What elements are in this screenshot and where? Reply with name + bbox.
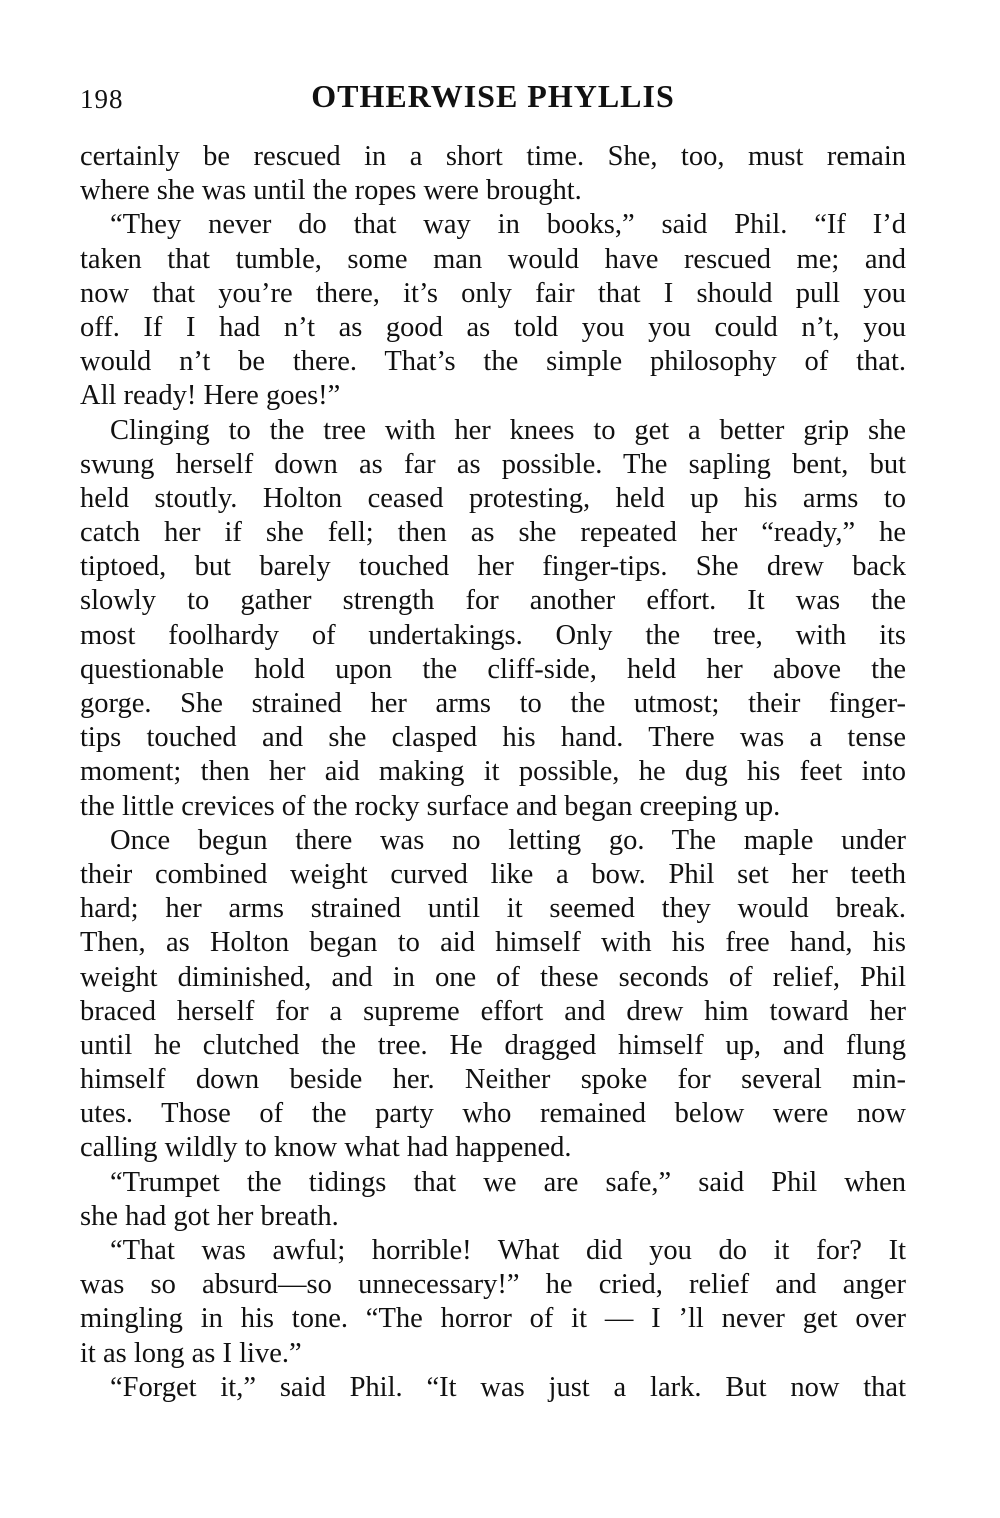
text-line: weight diminished, and in one of these seconds of relief, Phil	[80, 961, 906, 993]
text-line: calling wildly to know what had happened.	[80, 1132, 572, 1164]
text-line: All ready! Here goes!”	[80, 380, 341, 412]
text-line: Clinging to the tree with her knees to get a better grip she	[110, 414, 906, 446]
text-line: swung herself down as far as possible. The sapling bent, but	[80, 448, 906, 480]
text-line: now that you’re there, it’s only fair that I should pull you	[80, 277, 906, 309]
page-number: 198	[80, 84, 124, 114]
text-line: hard; her arms strained until it seemed they would break.	[80, 893, 906, 925]
text-line: where she was until the ropes were brought.	[80, 175, 582, 207]
text-line: braced herself for a supreme effort and drew him toward her	[80, 995, 906, 1027]
text-line: their combined weight curved like a bow. Phil set her teeth	[80, 858, 906, 890]
text-line: utes. Those of the party who remained below were now	[80, 1098, 906, 1130]
text-line: gorge. She strained her arms to the utmost; their finger-	[80, 688, 906, 719]
text-line: held stoutly. Holton ceased protesting, held up his arms to	[80, 482, 906, 514]
text-line: moment; then her aid making it possible, he dug his feet into	[80, 756, 906, 788]
text-line: off. If I had n’t as good as told you you could n’t, you	[80, 311, 906, 343]
text-line: “They never do that way in books,” said Phil. “If I’d	[110, 209, 906, 241]
text-line: questionable hold upon the cliff-side, held her above the	[80, 653, 906, 685]
text-line: slowly to gather strength for another effort. It was the	[80, 585, 906, 617]
text-line: the little crevices of the rocky surface and began creeping up.	[80, 790, 781, 822]
text-line: certainly be rescued in a short time. She, too, must remain	[80, 141, 906, 172]
text-line: tips touched and she clasped his hand. There was a tense	[80, 722, 906, 754]
page-header	[80, 78, 906, 122]
text-line: catch her if she fell; then as she repeated her “ready,” he	[80, 517, 906, 549]
text-line: Then, as Holton began to aid himself with his free hand, his	[80, 927, 906, 959]
body-text	[80, 140, 906, 1405]
text-line: taken that tumble, some man would have rescued me; and	[80, 243, 906, 275]
text-line: tiptoed, but barely touched her finger-tips. She drew back	[80, 551, 906, 583]
running-title: OTHERWISE PHYLLIS	[311, 78, 675, 114]
text-line: “Trumpet the tidings that we are safe,” said Phil when	[110, 1166, 906, 1198]
text-line: himself down beside her. Neither spoke for several min-	[80, 1064, 906, 1096]
text-line: it as long as I live.”	[80, 1337, 302, 1369]
text-line: “Forget it,” said Phil. “It was just a lark. But now that	[110, 1371, 906, 1403]
text-line: would n’t be there. That’s the simple philosophy of that.	[80, 346, 906, 378]
text-line: mingling in his tone. “The horror of it — I ’ll never get over	[80, 1303, 906, 1335]
text-line: Once begun there was no letting go. The maple under	[110, 824, 906, 856]
text-line: until he clutched the tree. He dragged himself up, and flung	[80, 1029, 906, 1061]
text-line: “That was awful; horrible! What did you do it for? It	[110, 1235, 906, 1266]
text-line: she had got her breath.	[80, 1200, 339, 1232]
text-line: was so absurd—so unnecessary!” he cried, relief and anger	[80, 1269, 906, 1301]
text-line: most foolhardy of undertakings. Only the tree, with its	[80, 619, 906, 651]
